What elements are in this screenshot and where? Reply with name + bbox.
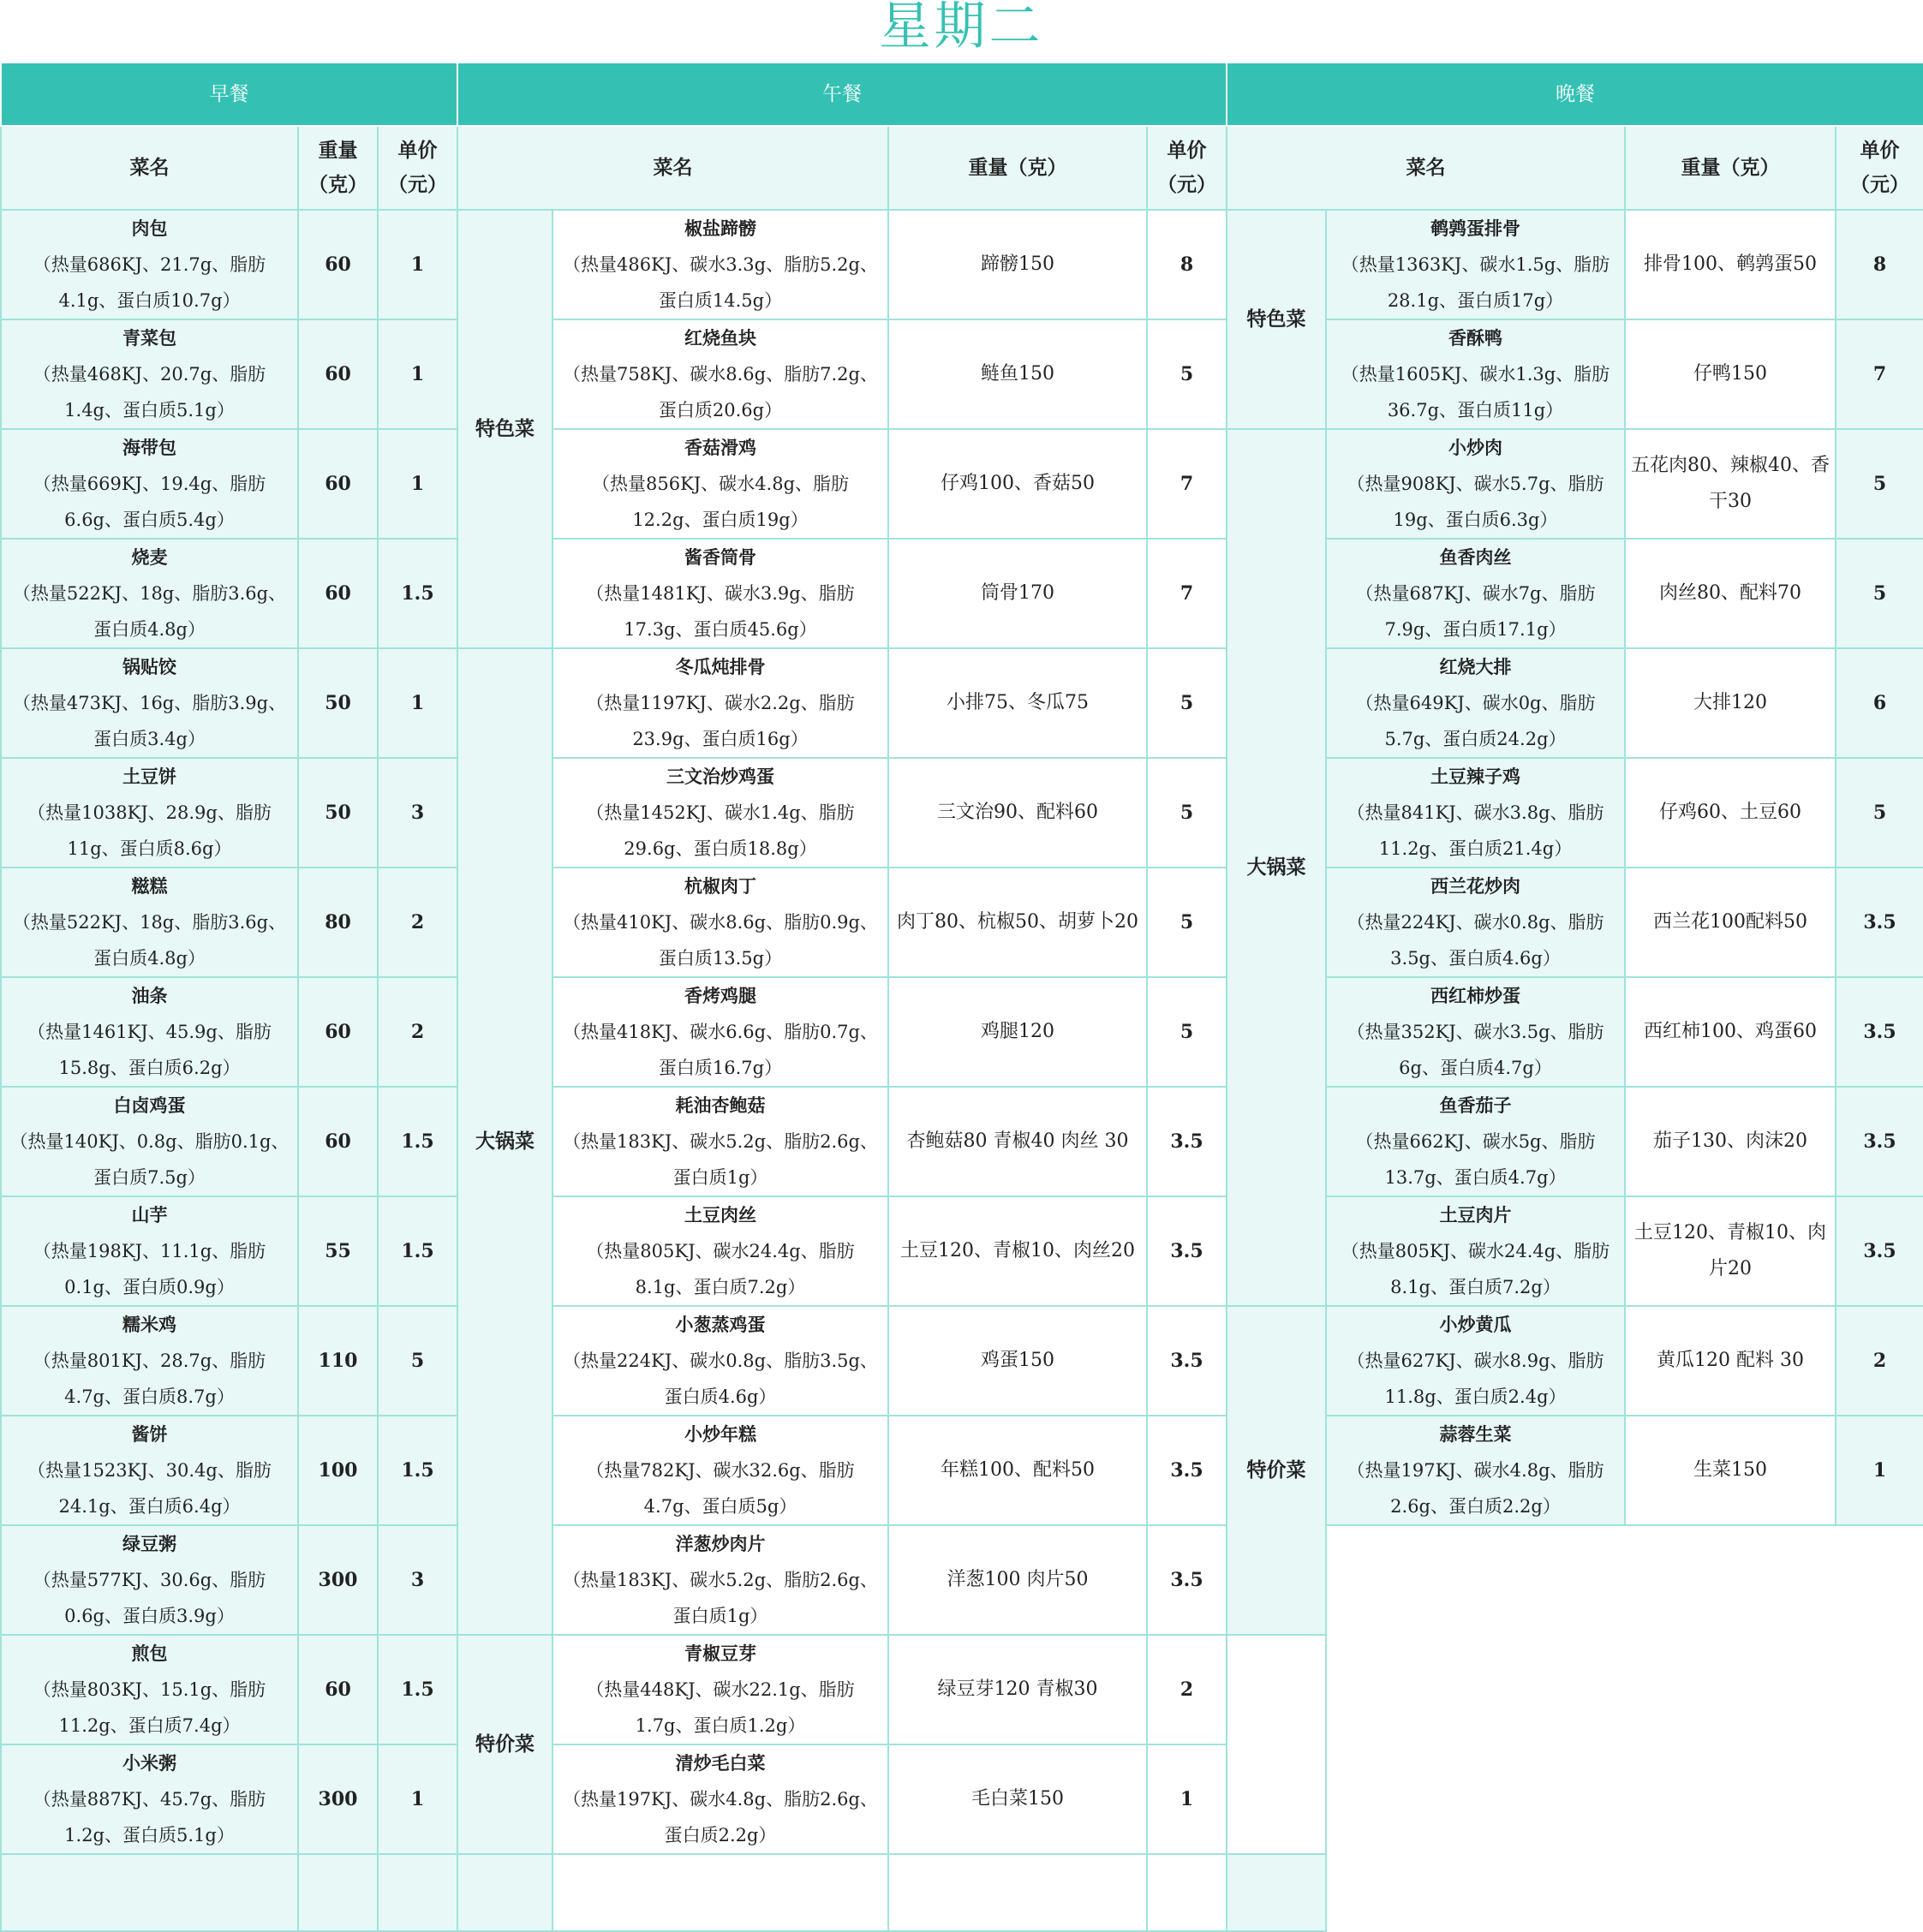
table-row	[1, 648, 1923, 758]
lunch-dish-nutrition: （热量224KJ、碳水0.8g、脂肪3.5g、蛋白质4.6g）	[563, 1351, 878, 1407]
dinner-weight: 西红柿100、鸡蛋60	[1625, 977, 1836, 1087]
lunch-dish-cell	[552, 1635, 888, 1744]
lunch-dish-cell	[552, 429, 888, 539]
breakfast-dish-nutrition: （热量522KJ、18g、脂肪3.6g、蛋白质4.8g）	[12, 583, 287, 640]
dinner-dish-nutrition: （热量687KJ、碳水7g、脂肪7.9g、蛋白质17.1g）	[1355, 583, 1596, 640]
table-row	[1, 539, 1923, 648]
table-row	[1, 210, 1923, 319]
breakfast-dish-name: 油条	[131, 985, 168, 1006]
dinner-dish-cell	[1326, 648, 1625, 758]
table-row	[1, 1416, 1923, 1525]
lunch-price: 7	[1147, 429, 1227, 539]
breakfast-weight: 50	[298, 758, 378, 868]
lunch-price: 3.5	[1147, 1525, 1227, 1635]
breakfast-dish-nutrition: （热量198KJ、11.1g、脂肪0.1g、蛋白质0.9g）	[33, 1241, 266, 1297]
dinner-dish-cell	[1326, 210, 1625, 319]
dinner-dish-name: 西兰花炒肉	[1430, 875, 1520, 897]
breakfast-dish-cell	[1, 210, 298, 319]
lunch-dish-name: 青椒豆芽	[684, 1643, 756, 1664]
lunch-dish-name: 冬瓜炖排骨	[675, 656, 766, 677]
lunch-weight: 筒骨170	[888, 539, 1147, 648]
dinner-dish-nutrition: （热量197KJ、碳水4.8g、脂肪2.6g、蛋白质2.2g）	[1347, 1460, 1604, 1517]
menu-table	[0, 62, 1923, 1932]
lunch-dish-name: 洋葱炒肉片	[675, 1533, 766, 1554]
lunch-weight: 土豆120、青椒10、肉丝20	[888, 1196, 1147, 1306]
breakfast-weight: 300	[298, 1525, 378, 1635]
dinner-dish-cell	[1326, 1306, 1625, 1416]
breakfast-price: 1	[378, 210, 457, 319]
breakfast-dish-cell	[1, 1525, 298, 1635]
lunch-dish-name: 小炒年糕	[684, 1423, 756, 1445]
breakfast-dish-name: 小米粥	[122, 1752, 176, 1774]
dinner-price: 2	[1836, 1306, 1923, 1416]
meal-lunch-header: 午餐	[457, 63, 1227, 126]
lunch-dish-nutrition: （热量758KJ、碳水8.6g、脂肪7.2g、蛋白质20.6g）	[563, 364, 878, 420]
breakfast-weight-header: 重量（克）	[298, 126, 378, 210]
dinner-dish-cell	[1326, 539, 1625, 648]
dinner-weight: 黄瓜120 配料 30	[1625, 1306, 1836, 1416]
breakfast-dish-nutrition: （热量803KJ、15.1g、脂肪11.2g、蛋白质7.4g）	[33, 1679, 266, 1736]
breakfast-weight: 110	[298, 1306, 378, 1416]
dinner-weight: 排骨100、鹌鹑蛋50	[1625, 210, 1836, 319]
dinner-weight: 西兰花100配料50	[1625, 868, 1836, 977]
breakfast-price: 1	[378, 319, 457, 429]
lunch-dish-nutrition: （热量448KJ、碳水22.1g、脂肪1.7g、蛋白质1.2g）	[586, 1679, 855, 1736]
meal-header-row	[1, 63, 1923, 126]
table-row	[1, 429, 1923, 539]
lunch-dish-nutrition: （热量486KJ、碳水3.3g、脂肪5.2g、蛋白质14.5g）	[563, 254, 878, 311]
dinner-dish-name: 蒜蓉生菜	[1439, 1423, 1512, 1445]
empty-cell	[1, 1854, 298, 1931]
lunch-dish-name: 土豆肉丝	[684, 1204, 756, 1225]
breakfast-dish-cell	[1, 1087, 298, 1196]
breakfast-dish-cell	[1, 1744, 298, 1854]
dinner-dish-nutrition: （热量841KJ、碳水3.8g、脂肪11.2g、蛋白质21.4g）	[1347, 802, 1604, 859]
breakfast-dish-name: 白卤鸡蛋	[113, 1094, 186, 1116]
lunch-dish-name: 红烧鱼块	[684, 327, 756, 349]
breakfast-dish-name: 土豆饼	[122, 766, 176, 787]
breakfast-dish-nutrition: （热量1038KJ、28.9g、脂肪11g、蛋白质8.6g）	[27, 802, 272, 859]
breakfast-dish-cell	[1, 429, 298, 539]
breakfast-weight: 60	[298, 977, 378, 1087]
lunch-price: 3.5	[1147, 1306, 1227, 1416]
lunch-dish-cell	[552, 539, 888, 648]
lunch-weight: 鲢鱼150	[888, 319, 1147, 429]
dinner-dish-nutrition: （热量662KJ、碳水5g、脂肪13.7g、蛋白质4.7g）	[1355, 1131, 1596, 1188]
lunch-dish-name: 小葱蒸鸡蛋	[675, 1314, 766, 1335]
breakfast-dish-name: 青菜包	[122, 327, 176, 349]
dinner-weight-header: 重量（克）	[1625, 126, 1836, 210]
breakfast-price: 3	[378, 1525, 457, 1635]
empty-cell	[378, 1854, 457, 1931]
breakfast-dish-name: 山芋	[131, 1204, 168, 1225]
lunch-dish-cell	[552, 1525, 888, 1635]
lunch-dish-name: 耗油杏鲍菇	[675, 1094, 766, 1116]
lunch-dish-nutrition: （热量805KJ、碳水24.4g、脂肪8.1g、蛋白质7.2g）	[586, 1241, 855, 1297]
breakfast-dish-nutrition: （热量669KJ、19.4g、脂肪6.6g、蛋白质5.4g）	[33, 474, 266, 530]
dinner-dish-nutrition: （热量224KJ、碳水0.8g、脂肪3.5g、蛋白质4.6g）	[1347, 912, 1604, 969]
breakfast-price: 1.5	[378, 1087, 457, 1196]
lunch-weight: 肉丁80、杭椒50、胡萝卜20	[888, 868, 1147, 977]
dinner-weight: 土豆120、青椒10、肉片20	[1625, 1196, 1836, 1306]
breakfast-dish-name: 绿豆粥	[122, 1533, 176, 1554]
lunch-dish-name: 酱香筒骨	[684, 546, 756, 568]
lunch-dish-cell	[552, 977, 888, 1087]
lunch-dish-cell	[552, 648, 888, 758]
lunch-dish-name: 三文治炒鸡蛋	[666, 766, 774, 787]
lunch-dish-cell	[552, 868, 888, 977]
dinner-dish-name: 香酥鸭	[1448, 327, 1502, 349]
lunch-weight: 杏鲍菇80 青椒40 肉丝 30	[888, 1087, 1147, 1196]
lunch-dish-nutrition: （热量856KJ、碳水4.8g、脂肪12.2g、蛋白质19g）	[591, 474, 850, 530]
table-row	[1, 1525, 1923, 1635]
breakfast-weight: 300	[298, 1744, 378, 1854]
lunch-dish-nutrition: （热量1481KJ、碳水3.9g、脂肪17.3g、蛋白质45.6g）	[586, 583, 855, 640]
lunch-dish-nutrition: （热量183KJ、碳水5.2g、脂肪2.6g、蛋白质1g）	[563, 1570, 878, 1626]
breakfast-weight: 55	[298, 1196, 378, 1306]
dinner-dish-cell	[1326, 868, 1625, 977]
dinner-dish-name: 鹌鹑蛋排骨	[1430, 218, 1520, 239]
meal-dinner-header: 晚餐	[1227, 63, 1923, 126]
breakfast-price: 1.5	[378, 539, 457, 648]
breakfast-price: 2	[378, 977, 457, 1087]
dinner-dish-cell	[1326, 429, 1625, 539]
table-row	[1, 758, 1923, 868]
breakfast-dish-nutrition: （热量686KJ、21.7g、脂肪4.1g、蛋白质10.7g）	[33, 254, 266, 311]
breakfast-weight: 60	[298, 319, 378, 429]
lunch-dish-cell	[552, 758, 888, 868]
lunch-price: 5	[1147, 758, 1227, 868]
dinner-dish-nutrition: （热量649KJ、碳水0g、脂肪5.7g、蛋白质24.2g）	[1355, 693, 1596, 749]
lunch-dish-nutrition: （热量183KJ、碳水5.2g、脂肪2.6g、蛋白质1g）	[563, 1131, 878, 1188]
dinner-dish-name: 红烧大排	[1439, 656, 1512, 677]
breakfast-dish-cell	[1, 1635, 298, 1744]
dinner-weight: 肉丝80、配料70	[1625, 539, 1836, 648]
breakfast-price: 1.5	[378, 1416, 457, 1525]
lunch-dish-name: 椒盐蹄髈	[684, 218, 756, 239]
breakfast-dish-nutrition: （热量887KJ、45.7g、脂肪1.2g、蛋白质5.1g）	[33, 1789, 266, 1846]
dinner-price: 8	[1836, 210, 1923, 319]
lunch-dish-nutrition: （热量782KJ、碳水32.6g、脂肪4.7g、蛋白质5g）	[586, 1460, 855, 1517]
lunch-dish-cell	[552, 1196, 888, 1306]
dinner-dish-nutrition: （热量1363KJ、碳水1.5g、脂肪28.1g、蛋白质17g）	[1341, 254, 1610, 311]
lunch-dish-cell	[552, 210, 888, 319]
empty-cell	[457, 1854, 552, 1931]
breakfast-dish-cell	[1, 868, 298, 977]
meal-breakfast-header: 早餐	[1, 63, 457, 126]
lunch-dish-nutrition: （热量1197KJ、碳水2.2g、脂肪23.9g、蛋白质16g）	[586, 693, 855, 749]
dinner-dish-cell	[1326, 1087, 1625, 1196]
dinner-category-pot: 大锅菜	[1227, 429, 1326, 1306]
dinner-weight: 五花肉80、辣椒40、香干30	[1625, 429, 1836, 539]
lunch-weight-header: 重量（克）	[888, 126, 1147, 210]
lunch-price: 8	[1147, 210, 1227, 319]
breakfast-weight: 60	[298, 1087, 378, 1196]
lunch-weight: 仔鸡100、香菇50	[888, 429, 1147, 539]
breakfast-weight: 60	[298, 539, 378, 648]
empty-cell	[888, 1854, 1147, 1931]
dinner-price-header: 单价（元）	[1836, 126, 1923, 210]
lunch-weight: 小排75、冬瓜75	[888, 648, 1147, 758]
dinner-dish-nutrition: （热量805KJ、碳水24.4g、脂肪8.1g、蛋白质7.2g）	[1341, 1241, 1610, 1297]
empty-cell	[1227, 1854, 1326, 1931]
empty-cell	[298, 1854, 378, 1931]
breakfast-dish-name: 海带包	[122, 437, 176, 458]
lunch-price: 3.5	[1147, 1416, 1227, 1525]
lunch-dish-cell	[552, 1087, 888, 1196]
dinner-dish-nutrition: （热量908KJ、碳水5.7g、脂肪19g、蛋白质6.3g）	[1347, 474, 1604, 530]
lunch-price: 5	[1147, 868, 1227, 977]
dinner-dish-name: 土豆肉片	[1439, 1204, 1512, 1225]
dinner-dish-nutrition: （热量627KJ、碳水8.9g、脂肪11.8g、蛋白质2.4g）	[1347, 1351, 1604, 1407]
breakfast-dish-cell	[1, 1306, 298, 1416]
lunch-weight: 毛白菜150	[888, 1744, 1147, 1854]
lunch-weight: 年糕100、配料50	[888, 1416, 1147, 1525]
lunch-dish-name: 香菇滑鸡	[684, 437, 756, 458]
column-header-row	[1, 126, 1923, 210]
dinner-price: 5	[1836, 539, 1923, 648]
lunch-price: 7	[1147, 539, 1227, 648]
lunch-weight: 洋葱100 肉片50	[888, 1525, 1147, 1635]
breakfast-dish-name: 煎包	[131, 1643, 168, 1664]
lunch-dish-nutrition: （热量418KJ、碳水6.6g、脂肪0.7g、蛋白质16.7g）	[563, 1022, 878, 1078]
breakfast-dish-nutrition: （热量468KJ、20.7g、脂肪1.4g、蛋白质5.1g）	[33, 364, 266, 420]
breakfast-name-header: 菜名	[1, 126, 298, 210]
breakfast-price: 1	[378, 1744, 457, 1854]
breakfast-weight: 80	[298, 868, 378, 977]
breakfast-dish-nutrition: （热量473KJ、16g、脂肪3.9g、蛋白质3.4g）	[12, 693, 287, 749]
lunch-weight: 鸡腿120	[888, 977, 1147, 1087]
dinner-name-header: 菜名	[1227, 126, 1625, 210]
dinner-dish-cell	[1326, 758, 1625, 868]
table-row	[1, 1306, 1923, 1416]
dinner-price: 5	[1836, 758, 1923, 868]
breakfast-price: 1	[378, 429, 457, 539]
dinner-dish-nutrition: （热量352KJ、碳水3.5g、脂肪6g、蛋白质4.7g）	[1347, 1022, 1604, 1078]
breakfast-weight: 60	[298, 210, 378, 319]
breakfast-weight: 50	[298, 648, 378, 758]
breakfast-price: 3	[378, 758, 457, 868]
breakfast-dish-name: 锅贴饺	[122, 656, 176, 677]
breakfast-dish-nutrition: （热量140KJ、0.8g、脂肪0.1g、蛋白质7.5g）	[9, 1131, 290, 1188]
lunch-category-discount: 特价菜	[457, 1635, 552, 1854]
lunch-dish-cell	[552, 1744, 888, 1854]
breakfast-weight: 100	[298, 1416, 378, 1525]
lunch-category-special: 特色菜	[457, 210, 552, 648]
breakfast-dish-nutrition: （热量577KJ、30.6g、脂肪0.6g、蛋白质3.9g）	[33, 1570, 266, 1626]
dinner-dish-name: 鱼香茄子	[1439, 1094, 1512, 1116]
breakfast-dish-cell	[1, 758, 298, 868]
dinner-dish-cell	[1326, 977, 1625, 1087]
dinner-dish-name: 鱼香肉丝	[1439, 546, 1512, 568]
dinner-price: 5	[1836, 429, 1923, 539]
lunch-name-header: 菜名	[457, 126, 888, 210]
lunch-price: 5	[1147, 977, 1227, 1087]
lunch-dish-cell	[552, 319, 888, 429]
dinner-weight: 生菜150	[1625, 1416, 1836, 1525]
lunch-price: 5	[1147, 648, 1227, 758]
breakfast-price: 5	[378, 1306, 457, 1416]
dinner-price: 3.5	[1836, 1196, 1923, 1306]
breakfast-weight: 60	[298, 1635, 378, 1744]
lunch-dish-name: 杭椒肉丁	[684, 875, 756, 897]
breakfast-dish-nutrition: （热量1523KJ、30.4g、脂肪24.1g、蛋白质6.4g）	[27, 1460, 272, 1517]
lunch-category-pot: 大锅菜	[457, 648, 552, 1635]
breakfast-dish-name: 烧麦	[131, 546, 168, 568]
table-row	[1, 868, 1923, 977]
dinner-weight: 大排120	[1625, 648, 1836, 758]
breakfast-dish-name: 糍糕	[131, 875, 168, 897]
lunch-price: 2	[1147, 1635, 1227, 1744]
dinner-weight: 仔鸭150	[1625, 319, 1836, 429]
lunch-weight: 三文治90、配料60	[888, 758, 1147, 868]
empty-cell	[1147, 1854, 1227, 1931]
dinner-price: 7	[1836, 319, 1923, 429]
lunch-weight: 绿豆芽120 青椒30	[888, 1635, 1147, 1744]
table-row	[1, 977, 1923, 1087]
breakfast-dish-nutrition: （热量1461KJ、45.9g、脂肪15.8g、蛋白质6.2g）	[27, 1022, 272, 1078]
breakfast-dish-nutrition: （热量522KJ、18g、脂肪3.6g、蛋白质4.8g）	[12, 912, 287, 969]
breakfast-price: 1	[378, 648, 457, 758]
breakfast-weight: 60	[298, 429, 378, 539]
lunch-price-header: 单价（元）	[1147, 126, 1227, 210]
breakfast-price: 2	[378, 868, 457, 977]
lunch-price: 5	[1147, 319, 1227, 429]
dinner-price: 6	[1836, 648, 1923, 758]
lunch-dish-name: 香烤鸡腿	[684, 985, 756, 1006]
dinner-category-discount: 特价菜	[1227, 1306, 1326, 1635]
breakfast-dish-cell	[1, 1196, 298, 1306]
dinner-weight: 茄子130、肉沫20	[1625, 1087, 1836, 1196]
lunch-dish-nutrition: （热量410KJ、碳水8.6g、脂肪0.9g、蛋白质13.5g）	[563, 912, 878, 969]
breakfast-dish-name: 糯米鸡	[122, 1314, 176, 1335]
table-row	[1, 1196, 1923, 1306]
table-row	[1, 319, 1923, 429]
dinner-dish-name: 小炒肉	[1448, 437, 1502, 458]
dinner-price: 3.5	[1836, 1087, 1923, 1196]
breakfast-dish-name: 肉包	[131, 218, 168, 239]
dinner-dish-cell	[1326, 319, 1625, 429]
dinner-dish-name: 小炒黄瓜	[1439, 1314, 1512, 1335]
breakfast-dish-cell	[1, 977, 298, 1087]
page-title: 星期二	[879, 0, 1044, 57]
breakfast-price: 1.5	[378, 1635, 457, 1744]
breakfast-dish-cell	[1, 648, 298, 758]
dinner-category-special: 特色菜	[1227, 210, 1326, 429]
lunch-price: 3.5	[1147, 1196, 1227, 1306]
lunch-dish-cell	[552, 1416, 888, 1525]
lunch-dish-nutrition: （热量197KJ、碳水4.8g、脂肪2.6g、蛋白质2.2g）	[563, 1789, 878, 1846]
dinner-price: 1	[1836, 1416, 1923, 1525]
breakfast-dish-cell	[1, 1416, 298, 1525]
lunch-price: 3.5	[1147, 1087, 1227, 1196]
dinner-dish-cell	[1326, 1416, 1625, 1525]
breakfast-dish-name: 酱饼	[131, 1423, 168, 1445]
lunch-weight: 鸡蛋150	[888, 1306, 1147, 1416]
table-row	[1, 1087, 1923, 1196]
lunch-weight: 蹄髈150	[888, 210, 1147, 319]
lunch-dish-name: 清炒毛白菜	[675, 1752, 766, 1774]
dinner-price: 3.5	[1836, 868, 1923, 977]
dinner-weight: 仔鸡60、土豆60	[1625, 758, 1836, 868]
lunch-dish-nutrition: （热量1452KJ、碳水1.4g、脂肪29.6g、蛋白质18.8g）	[586, 802, 855, 859]
dinner-price: 3.5	[1836, 977, 1923, 1087]
empty-cell	[552, 1854, 888, 1931]
dinner-dish-cell	[1326, 1196, 1625, 1306]
lunch-dish-cell	[552, 1306, 888, 1416]
dinner-dish-nutrition: （热量1605KJ、碳水1.3g、脂肪36.7g、蛋白质11g）	[1341, 364, 1610, 420]
dinner-dish-name: 西红柿炒蛋	[1430, 985, 1520, 1006]
breakfast-price: 1.5	[378, 1196, 457, 1306]
dinner-dish-name: 土豆辣子鸡	[1430, 766, 1520, 787]
breakfast-price-header: 单价（元）	[378, 126, 457, 210]
breakfast-dish-nutrition: （热量801KJ、28.7g、脂肪4.7g、蛋白质8.7g）	[33, 1351, 266, 1407]
dinner-empty-area	[1326, 1525, 1923, 1931]
breakfast-dish-cell	[1, 319, 298, 429]
lunch-price: 1	[1147, 1744, 1227, 1854]
breakfast-dish-cell	[1, 539, 298, 648]
